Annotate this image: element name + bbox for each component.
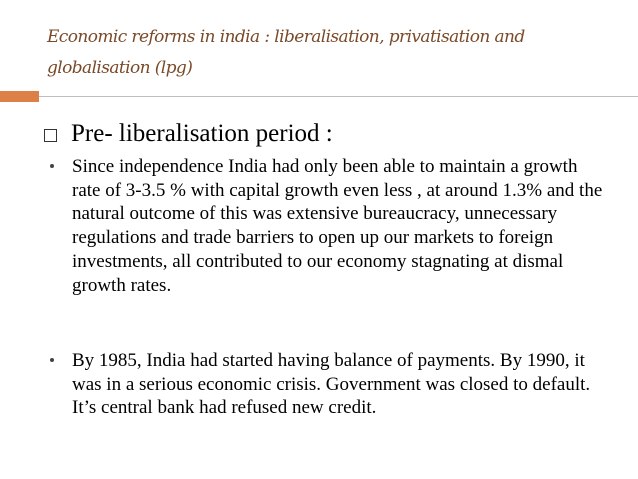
bullet-text: Since independence India had only been able to maintain a growth rate of 3-3.5 % with capital growth even less , at around 1.3% and the natural outcome of this was extensive bureaucracy, unnecessary regulations and trade barriers to open up our markets to foreign investments, all contributed to our economy stagnating at dismal growth rates.	[72, 156, 603, 296]
title-divider	[39, 96, 638, 97]
bullet-text: By 1985, India had started having balance of payments. By 1990, it was in a serious economic crisis. Government was closed to default. It’s central bank had refused new credit.	[72, 350, 591, 419]
checkbox-icon	[44, 129, 57, 142]
accent-bar	[0, 91, 39, 102]
section-heading	[44, 117, 333, 151]
section-heading-text: Pre- liberalisation period :	[71, 120, 333, 147]
bullet-dot-icon	[50, 164, 54, 168]
bullet-dot-icon	[50, 358, 54, 362]
slide-title: Economic reforms in india : liberalisation, privatisation and globalisation (lpg)	[47, 27, 525, 78]
